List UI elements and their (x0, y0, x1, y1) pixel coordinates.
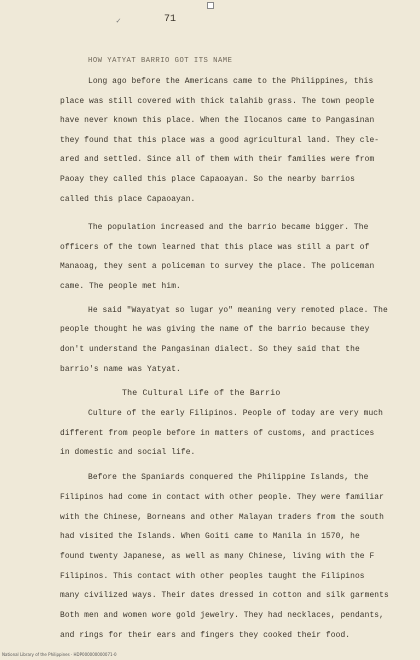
page-number: 71 (164, 14, 177, 25)
text-line: with the Chinese, Borneans and other Malayan traders from the south (60, 513, 384, 522)
text-line: have never known this place. When the Ilocanos came to Pangasinan (60, 116, 375, 125)
text-line: Long ago before the Americans came to the Philippines, this (88, 77, 374, 86)
scan-marker (207, 2, 214, 9)
text-line: don't understand the Pangasinan dialect. So they said that the (60, 345, 360, 354)
text-line: place was still covered with thick talahib grass. The town people (60, 97, 375, 106)
text-line: barrio's name was Yatyat. (60, 365, 181, 374)
text-line: came. The people met him. (60, 282, 181, 291)
text-line: Both men and women wore gold jewelry. They had necklaces, pendants, (60, 611, 384, 620)
document-title: HOW YATYAT BARRIO GOT ITS NAME (88, 57, 233, 65)
text-line: called this place Capaoayan. (60, 195, 196, 204)
text-line: found twenty Japanese, as well as many Chinese, living with the F (60, 552, 375, 561)
text-line: officers of the town learned that this place was still a part of (60, 243, 370, 252)
text-line: different from people before in matters of customs, and practices (60, 429, 375, 438)
text-line: Filipinos had come in contact with other people. They were familiar (60, 493, 384, 502)
text-line: they found that this place was a good agricultural land. They cle- (60, 136, 380, 145)
text-line: people thought he was giving the name of the barrio because they (60, 325, 370, 334)
text-line: had visited the Islands. When Goiti came to Manila in 1570, he (60, 532, 360, 541)
scan-footer: National Library of the Philippines · HDP000000000071-0 (2, 652, 117, 657)
text-line: Before the Spaniards conquered the Philippine Islands, the (88, 473, 369, 482)
text-line: many civilized ways. Their dates dressed in cotton and silk garments (60, 591, 389, 600)
section-heading: The Cultural Life of the Barrio (122, 389, 281, 398)
text-line: Culture of the early Filipinos. People of today are very much (88, 409, 383, 418)
text-line: in domestic and social life. (60, 448, 196, 457)
text-line: Paoay they called this place Capaoayan. So the nearby barrios (60, 175, 355, 184)
text-line: The population increased and the barrio became bigger. The (88, 223, 369, 232)
text-line: He said "Wayatyat so lugar yo" meaning very remoted place. The (88, 306, 388, 315)
text-line: ared and settled. Since all of them with their families were from (60, 155, 375, 164)
pencil-mark-icon: ✓ (116, 17, 121, 26)
text-line: Filipinos. This contact with other peoples taught the Filipinos (60, 572, 365, 581)
text-line: Manaoag, they sent a policeman to survey the place. The policeman (60, 262, 375, 271)
text-line: and rings for their ears and fingers they cooked their food. (60, 631, 351, 640)
